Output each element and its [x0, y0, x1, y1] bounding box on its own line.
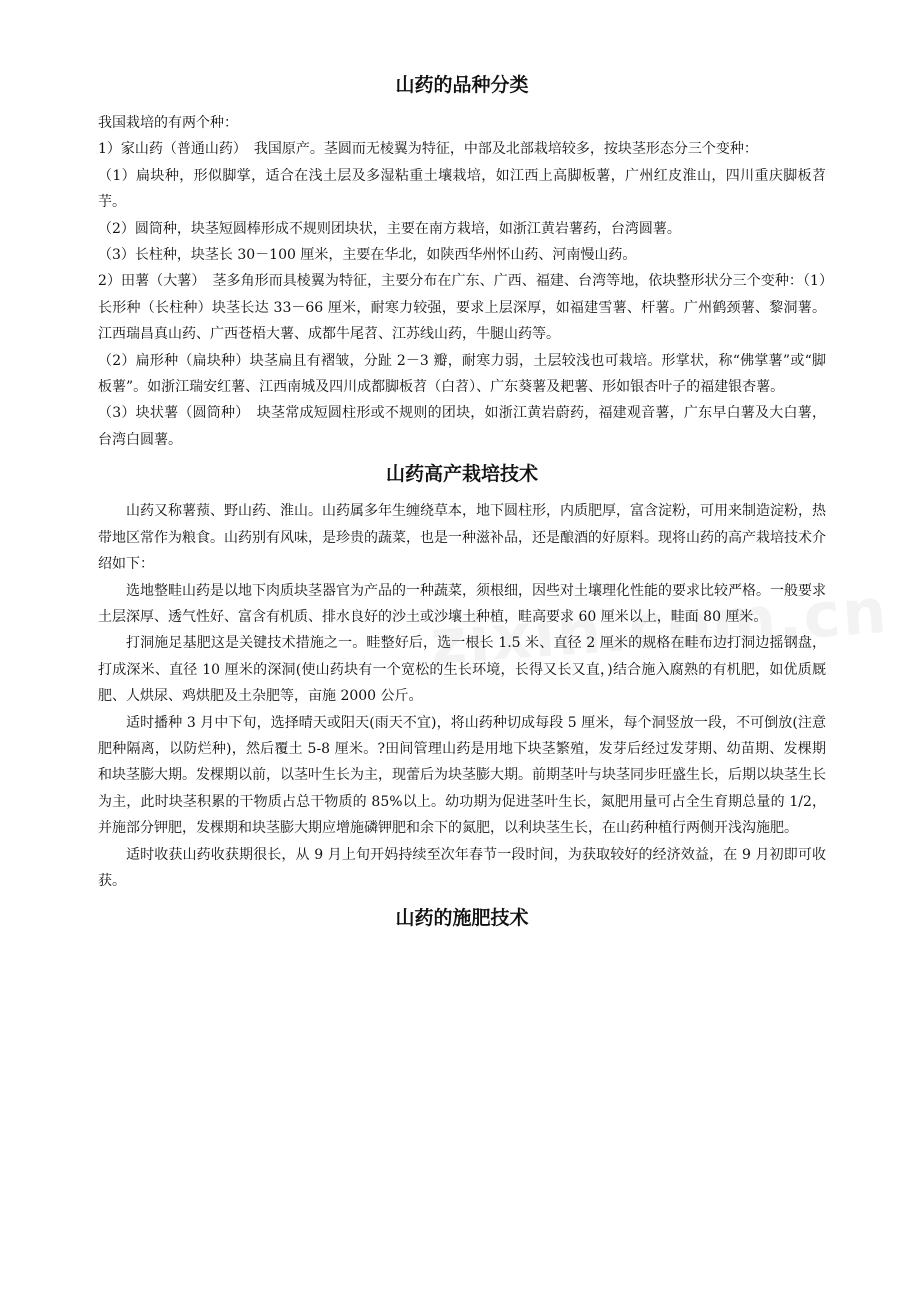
paragraph: 1）家山药（普通山药） 我国原产。茎圆而无棱翼为特征，中部及北部栽培较多，按块茎形态分三个变种： — [98, 141, 758, 158]
paragraph: （2）圆筒种，块茎短圆棒形成不规则团块状，主要在南方栽培，如浙江黄岩薯药，台湾圆薯。 — [98, 220, 681, 237]
document-body — [98, 70, 826, 933]
paragraph: （3）长柱种，块茎长 30－100 厘米，主要在华北，如陕西华州怀山药、河南慢山药。 — [98, 247, 637, 264]
paragraph: 打洞施足基肥这是关键技术措施之一。畦整好后，选一根长 1.5 米、直径 2 厘米的规格在畦布边打洞边摇钢盘，打成深米、直径 10 厘米的深洞(使山药块有一个宽松的生长环境，长得又长又直，)结合施入腐熟的有机肥，如优质厩肥、人烘尿、鸡烘肥及土杂肥等，亩施 2000 公斤。 — [98, 635, 826, 705]
paragraph: 选地整畦山药是以地下肉质块茎器官为产品的一种蔬菜，须根细，因些对土壤理化性能的要求比较严格。一般要求土层深厚、透气性好、富含有机质、排水良好的沙土或沙壤土种植，畦高要求 60 厘米以上，畦面 80 厘米。 — [98, 582, 826, 625]
section-title-varieties: 山药的品种分类 — [395, 74, 529, 96]
paragraph: （1）扁块种，形似脚掌，适合在浅土层及多湿粘重土壤栽培，如江西上高脚板薯，广州红皮淮山，四川重庆脚板苕芋。 — [98, 167, 826, 211]
paragraph: （2）扁形种（扁块种）块茎扁且有褶皱，分趾 2－3 瓣，耐寒力弱，土层较浅也可栽培。形掌状，称“佛掌薯”或“脚板薯”。如浙江瑞安红薯、江西南城及四川成都脚板苕（白苕）、广东葵薯及耙薯、形如银杏叶子的福建银杏薯。 — [98, 352, 826, 396]
section-title-fertilization: 山药的施肥技术 — [395, 907, 529, 930]
paragraph: 我国栽培的有两个种： — [98, 115, 238, 131]
paragraph: 2）田薯（大薯） 茎多角形而具棱翼为特征，主要分布在广东、广西、福建、台湾等地，依块整形状分三个变种：（1）长形种（长柱种）块茎长达 33－66 厘米，耐寒力较强，要求上层深厚，如福建雪薯、杆薯。广州鹤颈薯、黎洞薯。江西瑞昌真山药、广西苍梧大薯、成都牛尾苕、江苏线山药，牛腿山药等。 — [98, 273, 826, 343]
paragraph: 适时播种 3 月中下旬，选择晴天或阳天(雨天不宜)，将山药种切成每段 5 厘米，每个洞竖放一段，不可倒放(注意肥种隔离，以防烂种)，然后覆土 5-8 厘米。?田间管理山药是用地下块茎繁殖，发芽后经过发芽期、幼苗期、发棵期和块茎膨大期。发棵期以前，以茎叶生长为主，现蕾后为块茎膨大期。前期茎叶与块茎同步旺盛生长，后期以块茎生长为主，此时块茎积累的干物质占总干物质的 85%以上。幼功期为促进茎叶生长，氮肥用量可占全生育期总量的 1/2，并施部分钾肥，发棵期和块茎膨大期应增施磷钾肥和余下的氮肥，以利块茎生长，在山药种植行两侧开浅沟施肥。 — [98, 714, 826, 837]
section-title-cultivation: 山药高产栽培技术 — [385, 463, 538, 486]
paragraph: 山药又称薯蓣、野山药、淮山。山药属多年生缠绕草本，地下圆柱形，内质肥厚，富含淀粉，可用来制造淀粉，热带地区常作为粮食。山药别有风味，是珍贵的蔬菜，也是一种滋补品，还是酿酒的好原料。现将山药的高产栽培技术介绍如下： — [98, 503, 826, 573]
paragraph: 适时收获山药收获期很长，从 9 月上旬开妈持续至次年春节一段时间，为获取较好的经济效益，在 9 月初即可收获。 — [98, 846, 826, 889]
paragraph: （3）块状薯（圆筒种） 块茎常成短圆柱形或不规则的团块，如浙江黄岩蔚药，福建观音薯，广东早白薯及大白薯，台湾白圆薯。 — [98, 405, 826, 448]
